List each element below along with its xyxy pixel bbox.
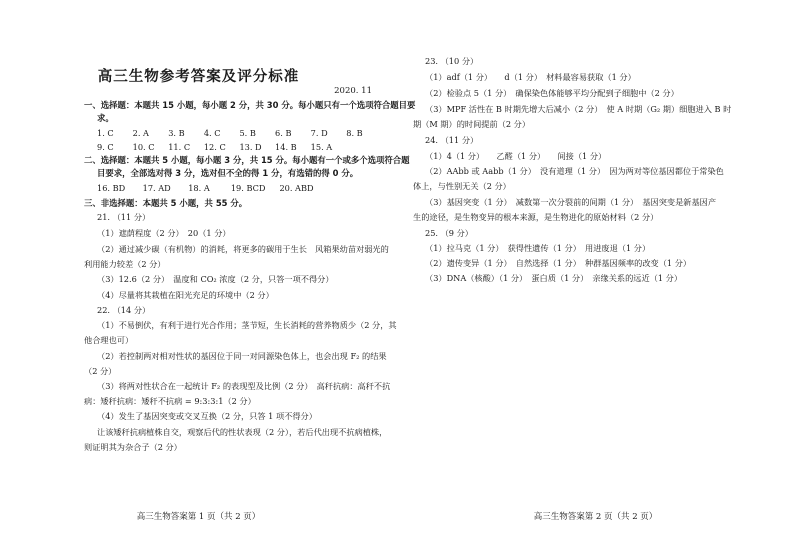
q22-part3-line2: 病：矮秆抗病：矮秆不抗病 = 9:3:3:1（2 分） — [84, 396, 256, 406]
q22-part4: （4）发生了基因突变或交叉互换（2 分，只答 1 项不得分） — [97, 411, 317, 421]
q23-part2: （2）检验点 5（1 分） 确保染色体能够平均分配到子细胞中（2 分） — [425, 88, 679, 98]
q25-part3: （3）DNA（核酸）（1 分） 蛋白质（1 分） 亲缘关系的远近（1 分） — [425, 273, 683, 283]
answer-11: 11. C — [168, 142, 191, 152]
answer-page-2 — [397, 0, 794, 558]
answer-16: 16. BD — [97, 183, 126, 193]
answer-13: 13. D — [239, 142, 262, 152]
answer-12: 12. C — [203, 142, 226, 152]
section2-heading-line1: 二、选择题：本题共 5 小题，每小题 3 分，共 15 分。每小题有一个或多个选项符合题 — [84, 155, 410, 165]
answer-9: 9. C — [97, 142, 114, 152]
page-title: 高三生物参考答案及评分标准 — [97, 68, 300, 85]
answer-5: 5. B — [239, 128, 256, 138]
q23-part3-line1: （3）MPF 活性在 B 时期先增大后减小（2 分） 使 A 时期（G₂ 期）细胞进入 B 时 — [425, 104, 732, 114]
answer-1: 1. C — [97, 128, 114, 138]
answer-row-3 — [97, 183, 319, 194]
q24-part3-line2: 生的途径，是生物变异的根本来源，是生物进化的原始材料（2 分） — [413, 212, 659, 222]
q21-part4: （4）尽量将其栽植在阳光充足的环境中（2 分） — [97, 290, 274, 300]
section1-heading-line1: 一、选择题：本题共 15 小题，每小题 2 分，共 30 分。每小题只有一个选项符合题目要 — [84, 100, 416, 110]
q22-part3-line1: （3）将两对性状合在一起统计 F₂ 的表现型及比例（2 分） 高秆抗病：高秆不抗 — [97, 381, 391, 391]
answer-row-1 — [97, 128, 376, 139]
q24-part3-line1: （3）基因突变（1 分） 减数第一次分裂前的间期（1 分） 基因突变是新基因产 — [425, 197, 717, 207]
q21-part3: （3）12.6（2 分） 温度和 CO₂ 浓度（2 分，只答一项不得分） — [97, 274, 334, 284]
q25-part1: （1）拉马克（1 分） 获得性遗传（1 分） 用进废退（1 分） — [425, 243, 651, 253]
q22-part1-line2: 他合理也可） — [84, 335, 134, 345]
q22-part2-line1: （2）若控制两对相对性状的基因位于同一对同源染色体上，也会出现 F₂ 的结果 — [97, 351, 387, 361]
q24-part2-line1: （2）AAbb 或 Aabb（1 分） 没有道理（1 分） 因为两对等位基因都位于常染色 — [425, 166, 724, 176]
q22-part5-line2: 则证明其为杂合子（2 分） — [84, 442, 182, 452]
page-footer-1: 高三生物答案第 1 页（共 2 页） — [136, 512, 261, 522]
answer-17: 17. AD — [142, 183, 171, 193]
q21-part2-line1: （2）通过减少碳（有机物）的消耗，将更多的碳用于生长 风箱果幼苗对弱光的 — [97, 244, 389, 254]
q22-heading: 22. （14 分） — [97, 305, 151, 315]
answer-18: 18. A — [188, 183, 210, 193]
answer-7: 7. D — [310, 128, 328, 138]
section1-heading-line2: 求。 — [97, 113, 114, 123]
q22-part1-line1: （1）不易倒伏，有利于进行光合作用；茎节短，生长消耗的营养物质少（2 分，其 — [97, 320, 397, 330]
q21-part1: （1）遮荫程度（2 分） 20（1 分） — [97, 228, 231, 238]
answer-19: 19. BCD — [230, 183, 266, 193]
q21-heading: 21. （11 分） — [97, 212, 151, 222]
q23-part3-line2: 期（M 期）的时间提前（2 分） — [413, 119, 531, 129]
q23-heading: 23. （10 分） — [425, 56, 479, 66]
answer-10: 10. C — [132, 142, 155, 152]
section3-heading: 三、非选择题：本题共 5 小题，共 55 分。 — [84, 198, 248, 208]
q22-part5-line1: 让该矮秆抗病植株自交，观察后代的性状表现（2 分），若后代出现不抗病植株， — [97, 427, 388, 437]
answer-2: 2. A — [132, 128, 149, 138]
answer-14: 14. B — [275, 142, 297, 152]
section2-heading-line2: 目要求，全部选对得 3 分，选对但不全的得 1 分，有选错的得 0 分。 — [97, 168, 359, 178]
q25-heading: 25. （9 分） — [425, 228, 473, 238]
answer-6: 6. B — [275, 128, 292, 138]
q24-part1: （1）4（1 分） 乙醛（1 分） 间接（1 分） — [425, 151, 607, 161]
answer-15: 15. A — [310, 142, 333, 152]
date-stamp: 2020. 11 — [334, 86, 372, 96]
q24-part2-line2: 体上，与性别无关（2 分） — [413, 181, 511, 191]
q24-heading: 24. （11 分） — [425, 135, 479, 145]
page-footer-2: 高三生物答案第 2 页（共 2 页） — [533, 512, 658, 522]
answer-row-2 — [97, 142, 341, 153]
q25-part2: （2）遗传变异（1 分） 自然选择（1 分） 种群基因频率的改变（1 分） — [425, 258, 692, 268]
answer-4: 4. C — [203, 128, 221, 138]
q21-part2-line2: 利用能力较差（2 分） — [84, 259, 166, 269]
q23-part1: （1）adf（1 分） d（1 分） 材料最容易获取（1 分） — [425, 72, 636, 82]
answer-20: 20. ABD — [279, 183, 314, 193]
answer-3: 3. B — [168, 128, 185, 138]
q22-part2-line2: （2 分） — [84, 366, 117, 376]
answer-8: 8. B — [346, 128, 363, 138]
